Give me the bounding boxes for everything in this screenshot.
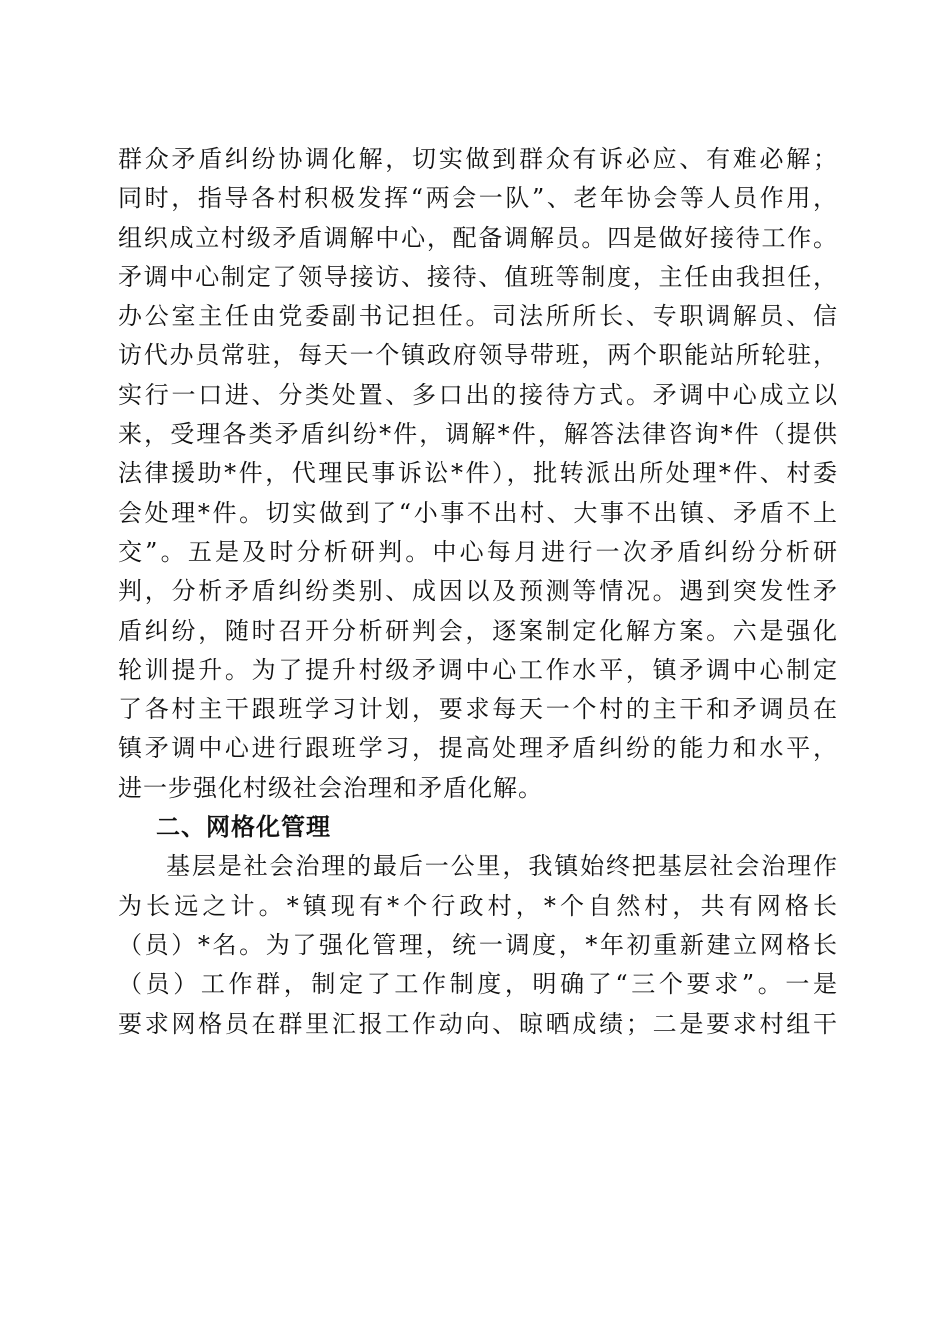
text-line: 矛调中心制定了领导接访、接待、值班等制度，主任由我担任， xyxy=(118,262,838,291)
text-line: 了各村主干跟班学习计划，要求每天一个村的主干和矛调员在 xyxy=(118,695,838,724)
section1-paragraph xyxy=(118,140,838,808)
text-line: 交”。五是及时分析研判。中心每月进行一次矛盾纠纷分析研 xyxy=(118,537,838,566)
text-line: 来，受理各类矛盾纠纷*件，调解*件，解答法律咨询*件（提供 xyxy=(118,420,838,449)
text-line: 办公室主任由党委副书记担任。司法所所长、专职调解员、信 xyxy=(118,302,838,331)
text-line: （员）工作群，制定了工作制度，明确了“三个要求”。一是 xyxy=(118,970,838,999)
text-line: （员）*名。为了强化管理，统一调度，*年初重新建立网格长 xyxy=(118,930,838,959)
text-line: 群众矛盾纠纷协调化解，切实做到群众有诉必应、有难必解； xyxy=(118,145,838,173)
section-heading: 二、网格化管理 xyxy=(156,813,331,842)
text-line: 组织成立村级矛盾调解中心，配备调解员。四是做好接待工作。 xyxy=(118,223,838,252)
text-line: 会处理*件。切实做到了“小事不出村、大事不出镇、矛盾不上 xyxy=(118,498,838,527)
text-line: 盾纠纷，随时召开分析研判会，逐案制定化解方案。六是强化 xyxy=(118,616,838,645)
text-line: 进一步强化村级社会治理和矛盾化解。 xyxy=(118,773,543,802)
text-line: 轮训提升。为了提升村级矛调中心工作水平，镇矛调中心制定 xyxy=(118,655,838,684)
text-line: 访代办员常驻，每天一个镇政府领导带班，两个职能站所轮驻， xyxy=(118,341,838,370)
text-line: 法律援助*件，代理民事诉讼*件），批转派出所处理*件、村委 xyxy=(118,459,838,488)
text-line: 判，分析矛盾纠纷类别、成因以及预测等情况。遇到突发性矛 xyxy=(118,577,838,606)
text-line: 基层是社会治理的最后一公里，我镇始终把基层社会治理作 xyxy=(166,852,838,881)
document-body xyxy=(118,140,838,1044)
text-line: 为长远之计。*镇现有*个行政村，*个自然村，共有网格长 xyxy=(118,891,838,920)
text-line: 实行一口进、分类处置、多口出的接待方式。矛调中心成立以 xyxy=(118,380,838,409)
text-line: 镇矛调中心进行跟班学习，提高处理矛盾纠纷的能力和水平， xyxy=(118,734,838,763)
text-line: 要求网格员在群里汇报工作动向、晾晒成绩；二是要求村组干 xyxy=(118,1009,838,1038)
section2-paragraph xyxy=(118,847,838,1043)
text-line: 同时，指导各村积极发挥“两会一队”、老年协会等人员作用， xyxy=(118,184,838,213)
